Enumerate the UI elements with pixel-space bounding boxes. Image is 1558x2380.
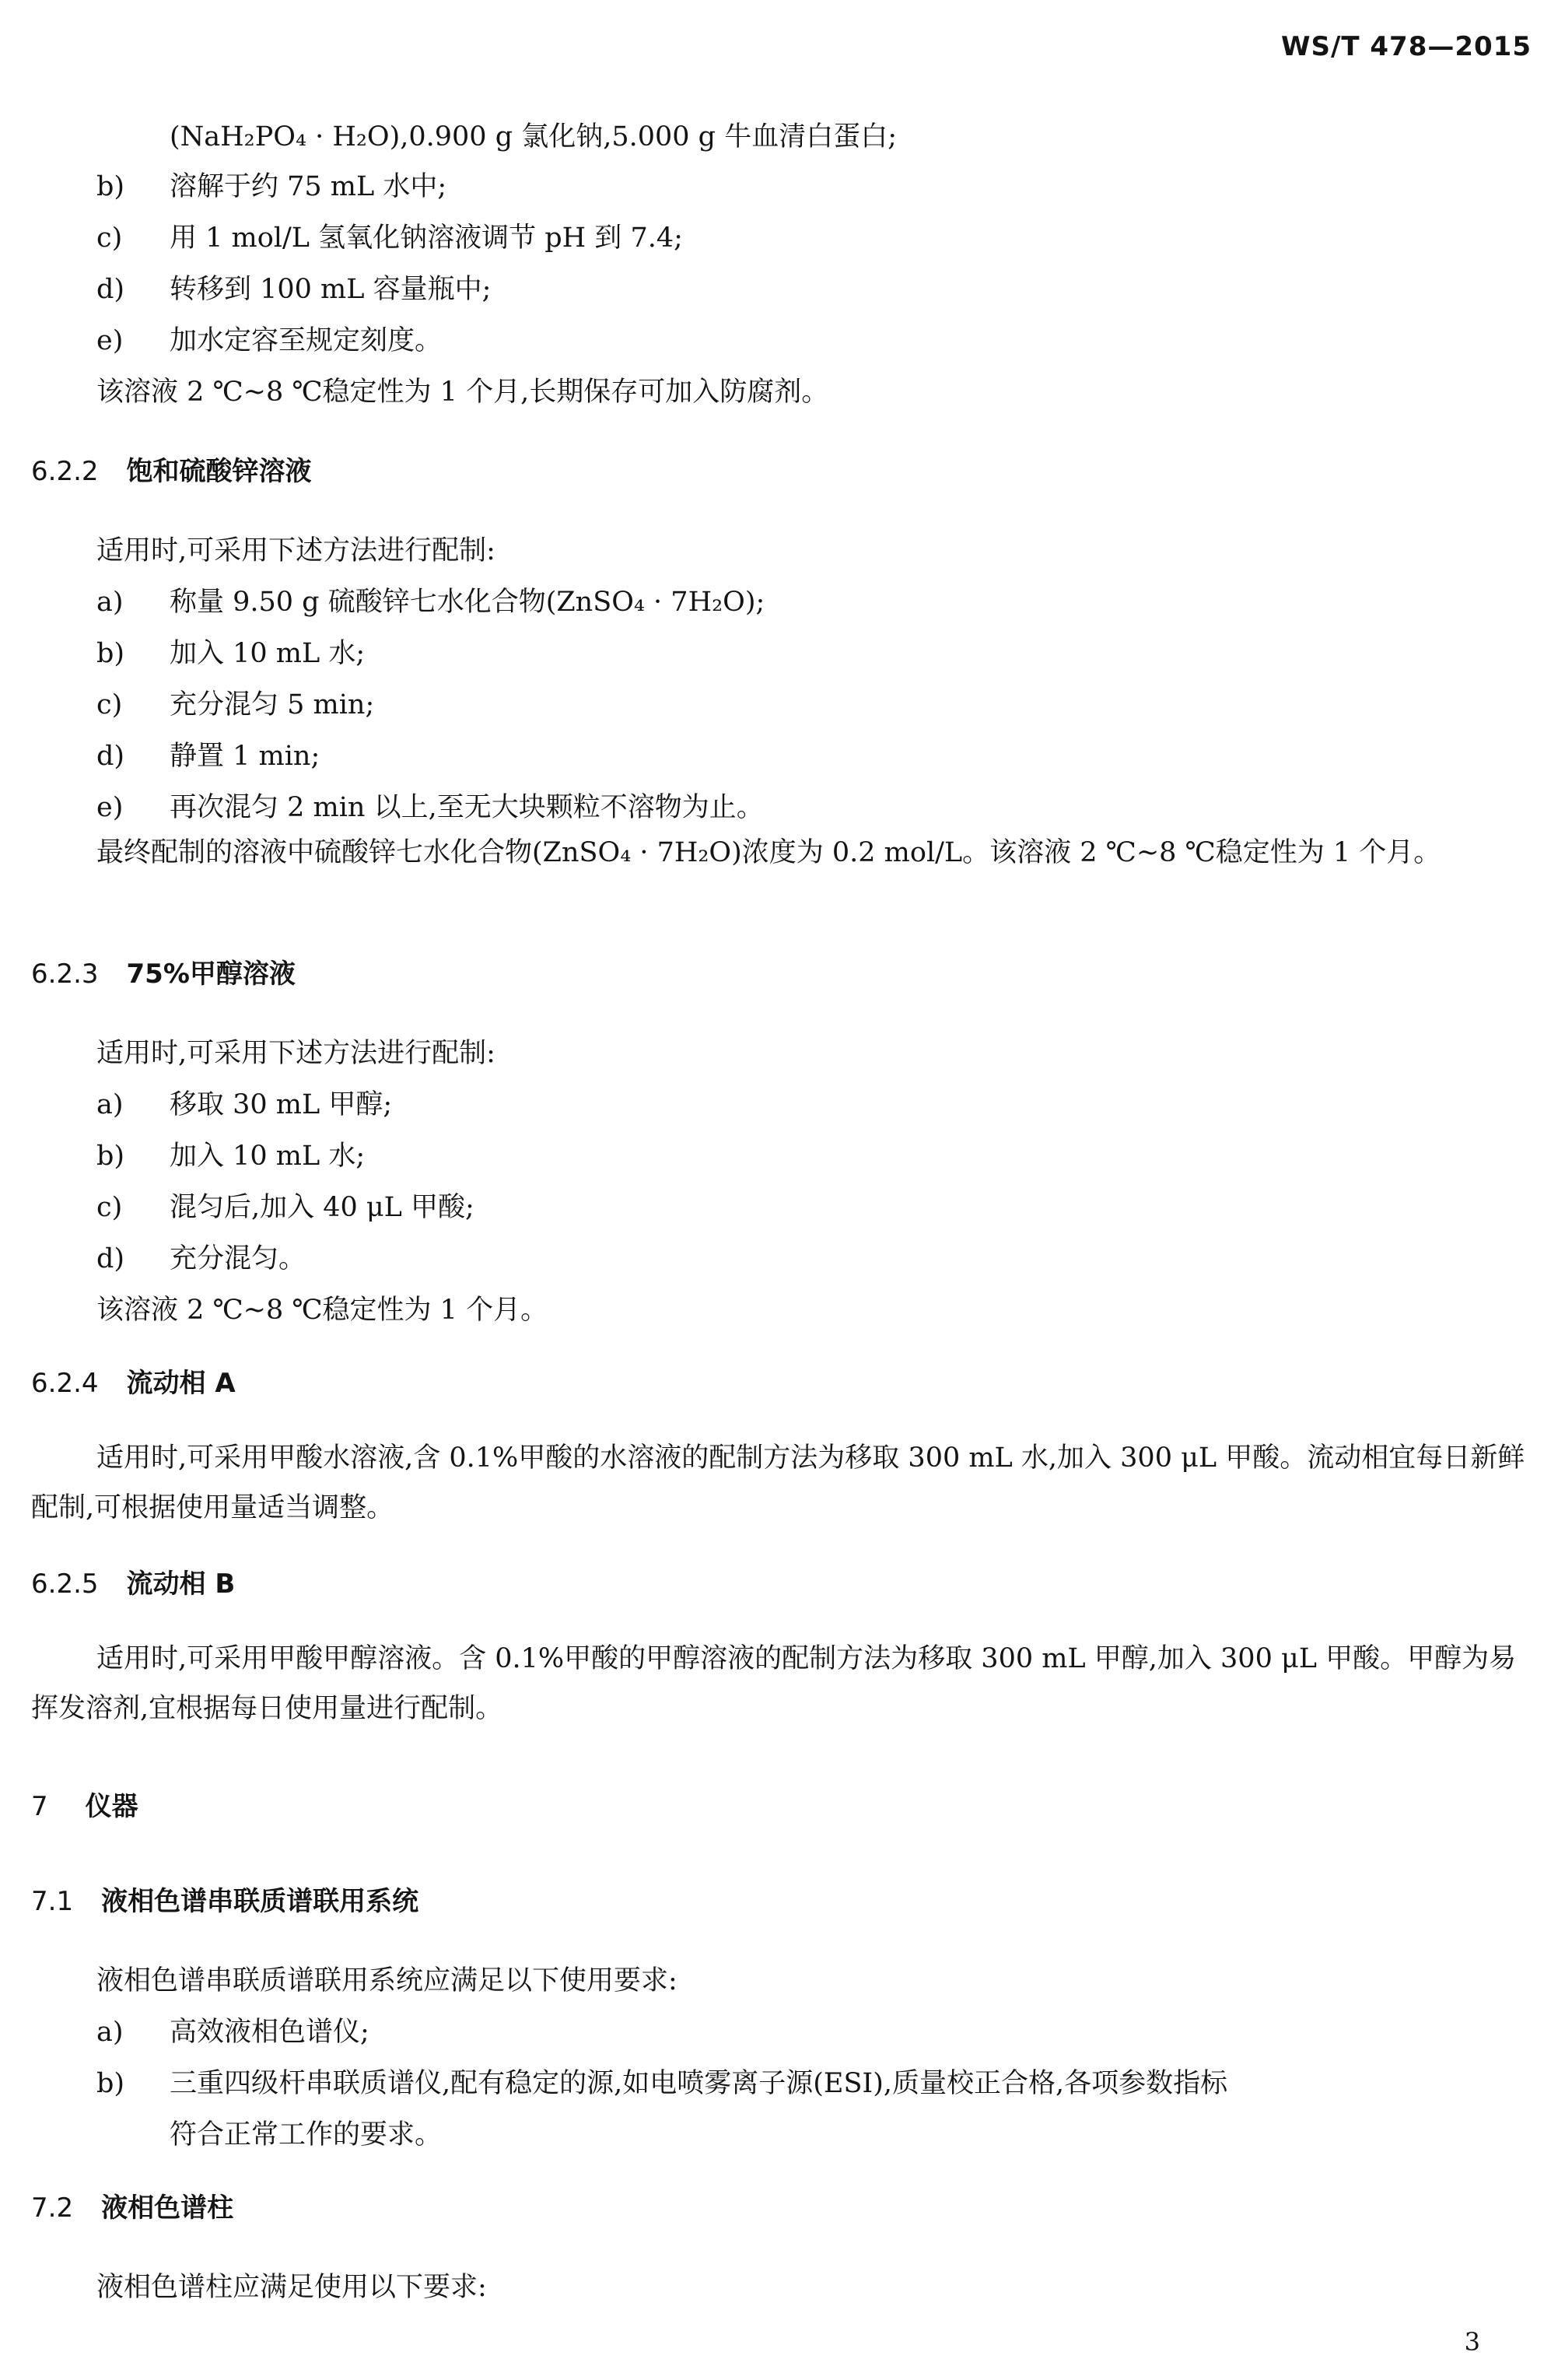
section-number: 7	[31, 1791, 48, 1822]
section-title: 液相色谱柱	[101, 2192, 234, 2224]
body-paragraph	[31, 1433, 1530, 1533]
item-label: e)	[96, 792, 124, 823]
item-label: d)	[96, 1243, 125, 1274]
section-number: 6.2.5	[31, 1569, 99, 1600]
list-item	[96, 582, 1511, 622]
item-text: 充分混匀。	[170, 1243, 306, 1274]
item-text: 静置 1 min;	[170, 741, 320, 772]
list-item	[96, 321, 1511, 361]
item-text: 加入 10 mL 水;	[170, 1141, 366, 1172]
section-number: 7.1	[31, 1886, 74, 1917]
section-number: 7.2	[31, 2192, 74, 2224]
item-label: c)	[96, 1192, 123, 1223]
item-label: d)	[96, 741, 125, 772]
section-number: 6.2.2	[31, 456, 99, 487]
item-label: b)	[96, 171, 125, 202]
item-text: 用 1 mol/L 氢氧化钠溶液调节 pH 到 7.4;	[170, 223, 683, 254]
list-item	[96, 1136, 1511, 1176]
section-heading-6-2-3	[31, 954, 296, 994]
item-text: 高效液相色谱仪;	[170, 2017, 369, 2048]
section-title: 饱和硫酸锌溶液	[126, 456, 312, 487]
item-text: 三重四级杆串联质谱仪,配有稳定的源,如电喷雾离子源(ESI),质量校正合格,各项参数指标	[170, 2068, 1228, 2099]
item-text: 再次混匀 2 min 以上,至无大块颗粒不溶物为止。	[170, 792, 764, 823]
item-text: 加水定容至规定刻度。	[170, 325, 443, 356]
item-text: 称量 9.50 g 硫酸锌七水化合物(ZnSO₄ · 7H₂O);	[170, 587, 765, 618]
item-label: a)	[96, 1089, 124, 1120]
item-label: a)	[96, 2017, 124, 2048]
body-paragraph	[31, 1634, 1530, 1733]
item-label: b)	[96, 1141, 125, 1172]
item-text: 移取 30 mL 甲醇;	[170, 1089, 393, 1120]
list-item	[96, 2012, 1511, 2052]
list-item	[96, 736, 1511, 776]
list-item	[96, 218, 1511, 258]
page-number: 3	[1464, 2327, 1480, 2357]
item-label: e)	[96, 325, 124, 356]
section-number: 6.2.4	[31, 1368, 99, 1399]
intro-text: 液相色谱串联质谱联用系统应满足以下使用要求:	[96, 1965, 677, 1996]
list-item	[96, 1085, 1511, 1125]
list-item	[96, 685, 1511, 725]
section-heading-7	[31, 1786, 138, 1827]
continued-line: (NaH₂PO₄ · H₂O),0.900 g 氯化钠,5.000 g 牛血清白蛋白;	[170, 121, 898, 152]
item-label: a)	[96, 587, 124, 618]
item-label: d)	[96, 274, 125, 305]
list-item	[96, 269, 1511, 310]
list-item	[96, 1187, 1511, 1228]
item-text: 混匀后,加入 40 μL 甲酸;	[170, 1192, 474, 1223]
item-text: 加入 10 mL 水;	[170, 638, 366, 669]
item-continuation: 符合正常工作的要求。	[170, 2119, 443, 2150]
note-text: 该溶液 2 ℃~8 ℃稳定性为 1 个月。	[96, 1295, 548, 1326]
list-item	[96, 2063, 1511, 2104]
item-label: b)	[96, 2068, 125, 2099]
document-id: WS/T 478—2015	[1280, 31, 1532, 62]
item-text: 转移到 100 mL 容量瓶中;	[170, 274, 492, 305]
section-heading-6-2-5	[31, 1564, 235, 1604]
section-title: 75%甲醇溶液	[126, 959, 296, 990]
item-label: c)	[96, 689, 123, 720]
section-heading-6-2-4	[31, 1363, 236, 1404]
list-item	[96, 1239, 1511, 1279]
note-text: 最终配制的溶液中硫酸锌七水化合物(ZnSO₄ · 7H₂O)浓度为 0.2 mol/L。该溶液 2 ℃~8 ℃稳定性为 1 个月。	[96, 837, 1441, 868]
section-title: 流动相 B	[126, 1569, 236, 1600]
section-heading-7-1	[31, 1881, 418, 1922]
paragraph-text: 适用时,可采用甲酸甲醇溶液。含 0.1%甲酸的甲醇溶液的配制方法为移取 300 mL 甲醇,加入 300 μL 甲酸。甲醇为易挥发溶剂,宜根据每日使用量进行配制。	[31, 1643, 1517, 1724]
list-item	[96, 787, 1511, 828]
section-title: 流动相 A	[126, 1368, 236, 1399]
paragraph-text: 适用时,可采用甲酸水溶液,含 0.1%甲酸的水溶液的配制方法为移取 300 mL 水,加入 300 μL 甲酸。流动相宜每日新鲜配制,可根据使用量适当调整。	[31, 1442, 1525, 1523]
note-text: 该溶液 2 ℃~8 ℃稳定性为 1 个月,长期保存可加入防腐剂。	[96, 377, 829, 408]
note-paragraph	[31, 828, 1530, 878]
list-item	[96, 166, 1511, 207]
item-text: 溶解于约 75 mL 水中;	[170, 171, 447, 202]
intro-text: 适用时,可采用下述方法进行配制:	[96, 1038, 495, 1069]
section-heading-7-2	[31, 2188, 233, 2228]
item-text: 充分混匀 5 min;	[170, 689, 375, 720]
list-item	[96, 633, 1511, 674]
section-number: 6.2.3	[31, 959, 99, 990]
item-label: c)	[96, 223, 123, 254]
intro-text: 适用时,可采用下述方法进行配制:	[96, 535, 495, 566]
section-title: 液相色谱串联质谱联用系统	[101, 1886, 419, 1917]
item-label: b)	[96, 638, 125, 669]
section-heading-6-2-2	[31, 451, 312, 492]
intro-text: 液相色谱柱应满足使用以下要求:	[96, 2272, 487, 2303]
section-title: 仪器	[85, 1791, 138, 1822]
